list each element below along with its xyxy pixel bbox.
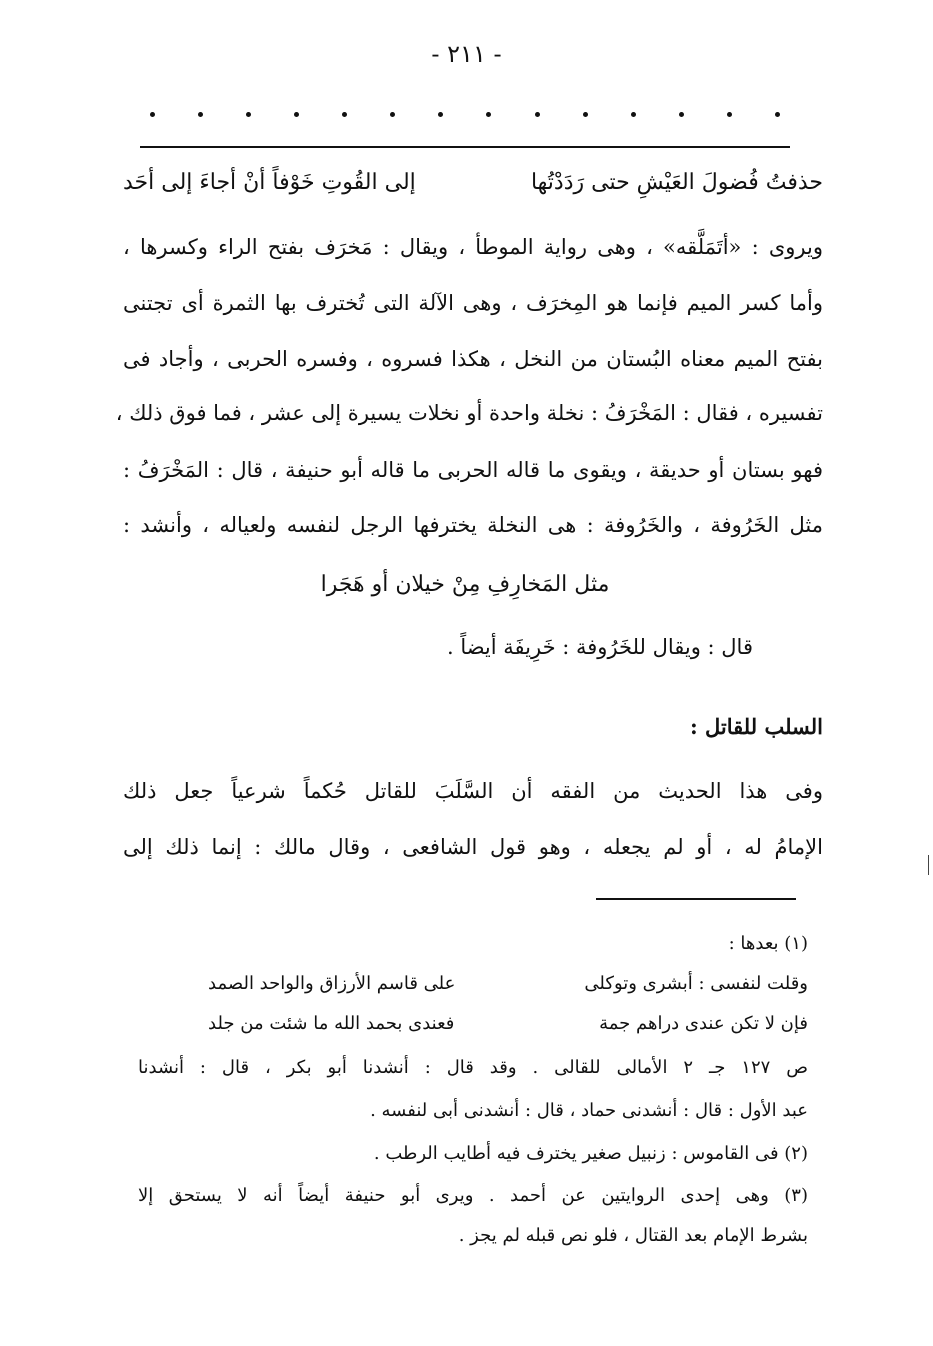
footnote-verse: [208, 970, 808, 998]
section-heading: السلب للقاتل :: [689, 714, 823, 739]
ornament-dot: [535, 112, 540, 117]
footnote-verse-hemistich-1: فإن لا تكن عندى دراهم جمة: [599, 1013, 808, 1034]
page-number: - ٢١١ -: [431, 40, 502, 68]
ornament-dot: [438, 112, 443, 117]
ornament-dot: [583, 112, 588, 117]
quoted-verse: مثل المَخارِفِ مِنْ خيلان أو هَجَرا: [320, 572, 610, 597]
footnote-verse: [208, 1010, 808, 1038]
ornament-dot: [679, 112, 684, 117]
margin-mark: [928, 855, 929, 875]
ornamental-dot-row: [150, 112, 780, 117]
ornament-dot: [246, 112, 251, 117]
paragraph-line: الإمامُ له ، أو لم يجعله ، وهو قول الشافعى ، وقال مالك : إنما ذلك إلى: [123, 835, 823, 859]
footnote-2: (٢) فى القاموس : زنبيل صغير يخترف فيه أطايب الرطب .: [373, 1143, 808, 1164]
ornament-dot: [775, 112, 780, 117]
paragraph-line: ويروى : «أتَمَلَّقه» ، وهى رواية الموطأ ، ويقال : مَخرَف بفتح الراء وكسرها ،: [123, 235, 823, 259]
ornament-dot: [342, 112, 347, 117]
footnote-3: (٣) وهى إحدى الروايتين عن أحمد . ويرى أبو حنيفة أيضاً أنه لا يستحق إلا: [138, 1185, 808, 1206]
ornament-dot: [486, 112, 491, 117]
verse-hemistich-1: حذفتُ فُضولَ العَيْشِ حتى رَدَدْتُها: [530, 170, 823, 195]
verse-line: [123, 168, 823, 198]
top-divider: [140, 146, 790, 148]
footnote-verse-hemistich-1: وقلت لنفسى : أبشرى وتوكلى: [584, 973, 808, 994]
paragraph-line: وفى هذا الحديث من الفقه أن السَّلَبَ للقاتل حُكماً شرعياً جعل ذلك: [123, 779, 823, 803]
ornament-dot: [631, 112, 636, 117]
footnote-divider: [596, 898, 796, 900]
footnote-1-intro: (١) بعدها :: [728, 933, 808, 954]
paragraph-line: بفتح الميم معناه البُستان من النخل ، هكذا فسروه ، وفسره الحربى ، وأجاد فى: [123, 347, 823, 371]
footnote-line: بشرط الإمام بعد القتال ، فلو نص قبله لم يجز .: [458, 1225, 808, 1246]
ornament-dot: [150, 112, 155, 117]
verse-hemistich-2: إلى القُوتِ خَوْفاً أنْ أجاءَ إلى أحَد: [123, 170, 416, 195]
footnote-verse-hemistich-2: على قاسم الأرزاق والواحد الصمد: [208, 973, 456, 994]
paragraph-line: وأما كسر الميم فإنما هو المِخرَف ، وهى الآلة التى تُخترف بها الثمرة أى تجتنى: [123, 291, 823, 315]
ornament-dot: [727, 112, 732, 117]
ornament-dot: [294, 112, 299, 117]
paragraph-line: تفسيره ، فقال : المَخْرَفُ : نخلة واحدة أو نخلات يسيرة إلى عشر ، فما فوق ذلك ،: [115, 401, 823, 425]
ornament-dot: [390, 112, 395, 117]
paragraph-line: قال : ويقال للخَرُوفة : خَرِيفَة أيضاً .: [446, 635, 753, 659]
paragraph-line: فهو بستان أو حديقة ، ويقوى ما قاله الحربى ما قاله أبو حنيفة ، قال : المَخْرَفُ :: [123, 458, 823, 482]
footnote-verse-hemistich-2: فعندى بحمد الله ما شئت من جلد: [208, 1013, 455, 1034]
footnote-line: ص ١٢٧ جـ ٢ الأمالى للقالى . وقد قال : أنشدنا أبو بكر ، قال : أنشدنا: [138, 1057, 808, 1078]
paragraph-line: مثل الخَرُوفة ، والخَرُوفة : هى النخلة يخترفها الرجل لنفسه ولعياله ، وأنشد :: [123, 513, 823, 537]
ornament-dot: [198, 112, 203, 117]
footnote-line: عبد الأول : قال : أنشدنى حماد ، قال : أنشدنى أبى لنفسه .: [370, 1100, 808, 1121]
